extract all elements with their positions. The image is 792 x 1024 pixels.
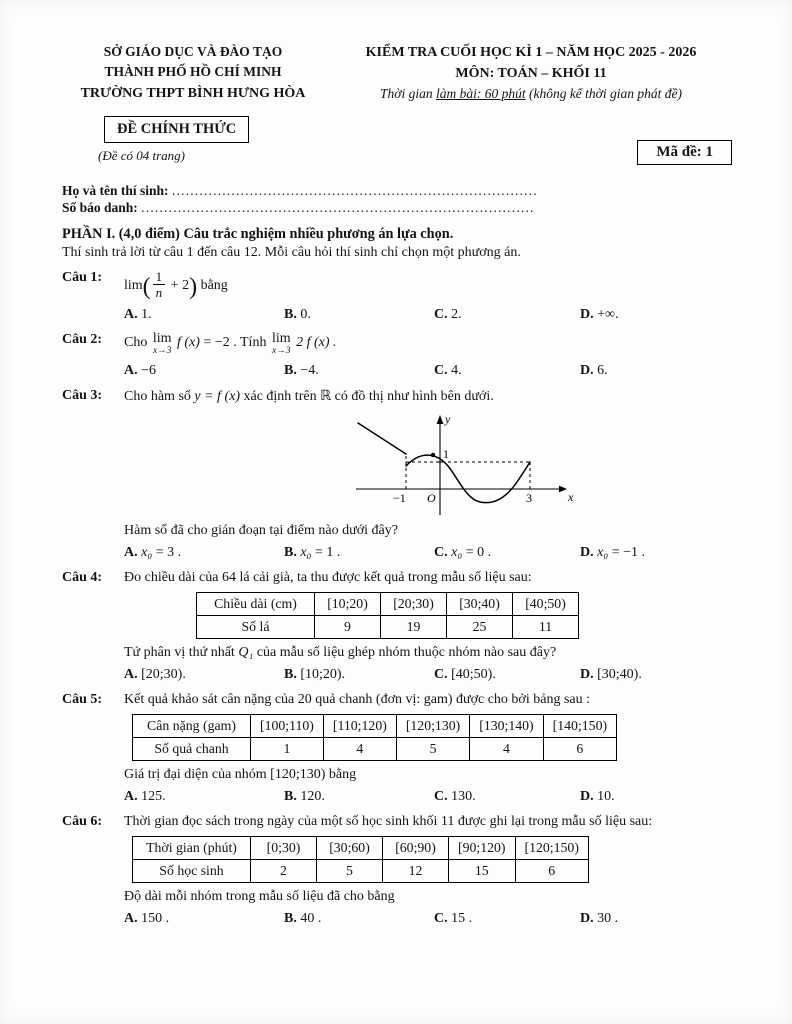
question-3-prompt: Hàm số đã cho gián đoạn tại điểm nào dưới đây?: [124, 522, 398, 538]
answer-text: 130.: [451, 788, 476, 804]
candidate-id-label: Số báo danh:: [62, 200, 138, 216]
answer-text: 125.: [141, 788, 166, 804]
time-post: (không kể thời gian phát đề): [525, 86, 682, 101]
answer-key: A.: [124, 666, 138, 682]
answer-key: C.: [434, 544, 448, 560]
answer-option-d: [580, 911, 738, 927]
table-cell: 4: [470, 737, 543, 760]
answer-key: B.: [284, 362, 297, 378]
question-5-body: [124, 692, 738, 805]
question-3-answers: [124, 545, 738, 561]
lim-word: lim: [152, 331, 172, 347]
function-graph: [342, 409, 738, 521]
answer-text: = 3 .: [155, 544, 182, 560]
answer-text: 1.: [141, 307, 152, 323]
table-cell: [100;110): [251, 714, 324, 737]
statement-tail: bằng: [200, 278, 228, 294]
lim-subscript: x→3: [272, 346, 291, 357]
table-data-row: [133, 859, 589, 882]
candidate-id-line: [62, 200, 738, 216]
answer-text: = 1 .: [314, 544, 341, 560]
table-data-row: [133, 737, 617, 760]
part1-heading: PHẦN I. (4,0 điểm) Câu trắc nghiệm nhiều phương án lựa chọn.: [62, 226, 454, 243]
question-5-answers: [124, 789, 738, 805]
answer-key: C.: [434, 788, 448, 804]
fraction-numerator: 1: [153, 270, 166, 285]
issuer-line-1: SỞ GIÁO DỤC VÀ ĐÀO TẠO: [103, 44, 283, 59]
answer-text: −4.: [300, 362, 319, 378]
table-cell: 4: [323, 737, 396, 760]
answer-option-b: [284, 363, 434, 379]
answer-key: B.: [284, 910, 297, 926]
answer-option-a: [124, 667, 284, 683]
table-cell: [120;130): [396, 714, 469, 737]
statement-post: xác định trên ℝ có đồ thị như hình bên dưới.: [243, 388, 494, 404]
answer-text: −6: [141, 362, 157, 378]
table-cell: [30;60): [317, 836, 383, 859]
table-cell: 6: [515, 859, 588, 882]
table-cell: Cân nặng (gam): [133, 714, 251, 737]
answer-option-b: [284, 667, 434, 683]
equals-term: = −2 .: [203, 335, 237, 351]
graph-point: [431, 453, 435, 457]
one-label: 1: [443, 446, 449, 461]
table-cell: 2: [251, 859, 317, 882]
answer-option-a: [124, 363, 284, 379]
question-6-prompt: Độ dài mỗi nhóm trong mẫu số liệu đã cho bằng: [124, 888, 395, 904]
table-cell: [110;120): [323, 714, 396, 737]
answer-option-d: [580, 545, 738, 561]
lim-word: lim: [271, 331, 291, 347]
answer-key: C.: [434, 666, 448, 682]
prompt-post: của mẫu số liệu ghép nhóm thuộc nhóm nào sau đây?: [256, 644, 557, 660]
answer-option-a: [124, 789, 284, 805]
answer-text: 4.: [451, 362, 462, 378]
part1-note: Thí sinh trả lời từ câu 1 đến câu 12. Mỗi câu hỏi thí sinh chỉ chọn một phương án.: [62, 245, 521, 261]
table-cell: [120;150): [515, 836, 588, 859]
question-2-number: Câu 2:: [62, 332, 103, 348]
limit-symbol: [153, 332, 172, 357]
question-6-body: [124, 814, 738, 927]
table-cell: [130;140): [470, 714, 543, 737]
answer-text: [40;50).: [451, 666, 496, 682]
question-2-body: [124, 332, 738, 379]
question-5-intro: Kết quả khảo sát cân nặng của 20 quả chanh (đơn vị: gam) được cho bởi bảng sau :: [124, 691, 590, 707]
answer-key: C.: [434, 910, 448, 926]
statement-pre: Cho hàm số: [124, 388, 191, 404]
minus-one-label: −1: [393, 490, 406, 505]
question-1-number: Câu 1:: [62, 270, 103, 286]
table-cell: 19: [381, 615, 447, 638]
question-3-statement: [124, 388, 738, 405]
question-6-number: Câu 6:: [62, 813, 103, 829]
answer-key: D.: [580, 362, 594, 378]
answer-key: A.: [124, 307, 138, 323]
table-cell: [140;150): [543, 714, 616, 737]
table-cell: 9: [315, 615, 381, 638]
exam-title: KIỂM TRA CUỐI HỌC KÌ 1 – NĂM HỌC 2025 - 2026: [365, 45, 697, 60]
table-cell: 25: [447, 615, 513, 638]
table-cell: [0;30): [251, 836, 317, 859]
table-cell: Số quả chanh: [133, 737, 251, 760]
answer-option-d: [580, 363, 738, 379]
answer-text: +∞.: [597, 307, 619, 323]
y-axis-arrow: [437, 415, 444, 424]
x-axis-label: x: [568, 489, 574, 504]
fraction-denominator: n: [155, 285, 163, 301]
answer-option-c: [434, 307, 580, 323]
table-cell: [40;50): [513, 592, 579, 615]
function-term: y = f (x): [194, 388, 240, 404]
answer-text: 15 .: [451, 910, 473, 926]
answer-key: B.: [284, 307, 297, 323]
exam-title-block: [324, 42, 738, 104]
table-cell: [20;30): [381, 592, 447, 615]
table-cell: 15: [449, 859, 516, 882]
candidate-name-label: Họ và tên thí sinh:: [62, 183, 169, 199]
answer-key: C.: [434, 362, 448, 378]
answer-key: D.: [580, 307, 594, 323]
three-label: 3: [526, 490, 532, 505]
question-4-body: [124, 570, 738, 683]
question-4-intro: Đo chiều dài của 64 lá cải già, ta thu được kết quả trong mẫu số liệu sau:: [124, 569, 532, 585]
answer-text: [10;20).: [300, 666, 346, 682]
question-1-body: [124, 270, 738, 323]
lim-symbol: lim: [124, 278, 143, 294]
answer-option-c: [434, 789, 580, 805]
answer-option-b: [284, 911, 434, 927]
official-exam-box: ĐỀ CHÍNH THỨC: [104, 116, 249, 143]
exam-subject: MÔN: TOÁN – KHỐI 11: [455, 66, 607, 81]
answer-key: B.: [284, 666, 297, 682]
table-cell: Số học sinh: [133, 859, 251, 882]
exam-time: [324, 84, 738, 104]
question-4-number: Câu 4:: [62, 569, 103, 585]
school-name: TRƯỜNG THPT BÌNH HƯNG HÒA: [80, 85, 306, 101]
table-cell: [90;120): [449, 836, 516, 859]
answer-key: C.: [434, 307, 448, 323]
answer-var: x₀: [141, 544, 153, 560]
question-4-answers: [124, 667, 738, 683]
table-header-row: [197, 592, 579, 615]
graph-line-branch: [358, 423, 406, 454]
question-2-statement: [124, 332, 738, 357]
question-1-answers: [124, 307, 738, 323]
answer-option-d: [580, 667, 738, 683]
exam-code-box: Mã đề: 1: [637, 140, 732, 165]
answer-text: 6.: [597, 362, 608, 378]
answer-option-c: [434, 363, 580, 379]
table-cell: 5: [396, 737, 469, 760]
candidate-name-dots: ................................................................................: [171, 183, 538, 199]
candidate-id-dots: ......................................................................................: [141, 200, 535, 216]
question-1: [62, 270, 738, 323]
answer-key: A.: [124, 544, 138, 560]
answer-option-c: [434, 667, 580, 683]
answer-text: 150 .: [141, 910, 170, 926]
question-2-answers: [124, 363, 738, 379]
question-5: [62, 692, 738, 805]
table-cell: [10;20): [315, 592, 381, 615]
question-4-table: [196, 592, 579, 639]
answer-option-a: [124, 545, 284, 561]
answer-option-c: [434, 911, 580, 927]
table-data-row: [197, 615, 579, 638]
table-cell: 5: [317, 859, 383, 882]
table-cell: 1: [251, 737, 324, 760]
question-3-body: [124, 388, 738, 561]
graph-svg: [342, 409, 577, 521]
answer-option-b: [284, 307, 434, 323]
question-5-number: Câu 5:: [62, 691, 103, 707]
answer-option-b: [284, 789, 434, 805]
question-6-intro: Thời gian đọc sách trong ngày của một số học sinh khối 11 được ghi lại trong mẫu số liệu sau:: [124, 813, 653, 829]
answer-key: D.: [580, 666, 594, 682]
answer-key: B.: [284, 788, 297, 804]
answer-option-a: [124, 307, 284, 323]
question-3-number: Câu 3:: [62, 387, 103, 403]
prompt-pre: Tứ phân vị thứ nhất: [124, 644, 235, 660]
question-4-prompt: [124, 645, 738, 661]
answer-text: [20;30).: [141, 666, 186, 682]
x-axis-arrow: [559, 485, 567, 492]
answer-option-b: [284, 545, 434, 561]
answer-text: 0.: [300, 307, 311, 323]
table-cell: 11: [513, 615, 579, 638]
answer-text: 2.: [451, 307, 462, 323]
table-cell: [60;90): [383, 836, 449, 859]
answer-var: x₀: [451, 544, 463, 560]
close-paren: ): [189, 274, 198, 301]
answer-var: x₀: [597, 544, 609, 560]
table-header-row: [133, 836, 589, 859]
question-6-answers: [124, 911, 738, 927]
answer-text: = −1 .: [611, 544, 646, 560]
issuer-block: [62, 42, 324, 104]
answer-key: D.: [580, 544, 594, 560]
answer-text: [30;40).: [597, 666, 642, 682]
answer-key: A.: [124, 362, 138, 378]
function-term: 2 f (x) .: [296, 335, 337, 351]
answer-text: 10.: [597, 788, 615, 804]
fraction: [153, 270, 166, 299]
question-3: [62, 388, 738, 561]
table-cell: Chiều dài (cm): [197, 592, 315, 615]
issuer-line-2: THÀNH PHỐ HỒ CHÍ MINH: [104, 64, 282, 80]
question-6: [62, 814, 738, 927]
statement-mid: Tính: [240, 335, 267, 351]
answer-text: 40 .: [300, 910, 322, 926]
question-4: [62, 570, 738, 683]
answer-option-d: [580, 307, 738, 323]
question-5-prompt: Giá trị đại diện của nhóm [120;130) bằng: [124, 766, 357, 782]
question-2: [62, 332, 738, 379]
function-term: f (x): [177, 335, 200, 351]
answer-text: = 0 .: [465, 544, 492, 560]
limit-symbol: [272, 332, 291, 357]
answer-text: 120.: [300, 788, 325, 804]
answer-key: A.: [124, 788, 138, 804]
statement-pre: Cho: [124, 335, 148, 351]
question-1-statement: [124, 270, 738, 301]
answer-option-d: [580, 789, 738, 805]
time-pre: Thời gian: [379, 86, 436, 101]
open-paren: (: [142, 274, 151, 301]
pages-note: (Đề có 04 trang): [98, 148, 186, 164]
table-cell: [30;40): [447, 592, 513, 615]
table-cell: Thời gian (phút): [133, 836, 251, 859]
table-header-row: [133, 714, 617, 737]
candidate-name-line: [62, 183, 738, 199]
lim-subscript: x→3: [152, 346, 172, 357]
time-duration: làm bài: 60 phút: [435, 86, 526, 101]
page-header: [62, 42, 738, 104]
boxes-row: [62, 116, 738, 182]
table-cell: 12: [383, 859, 449, 882]
question-6-table: [132, 836, 589, 883]
table-cell: Số lá: [197, 615, 315, 638]
answer-option-c: [434, 545, 580, 561]
plus-term: + 2: [170, 278, 190, 294]
answer-key: A.: [124, 910, 138, 926]
y-axis-label: y: [445, 411, 451, 426]
origin-label: O: [427, 490, 436, 505]
table-cell: 6: [543, 737, 616, 760]
answer-option-a: [124, 911, 284, 927]
answer-key: B.: [284, 544, 297, 560]
answer-var: x₀: [300, 544, 312, 560]
answer-key: D.: [580, 910, 594, 926]
prompt-var: Q₁: [238, 644, 254, 660]
answer-key: D.: [580, 788, 594, 804]
answer-text: 30 .: [597, 910, 619, 926]
question-5-table: [132, 714, 617, 761]
